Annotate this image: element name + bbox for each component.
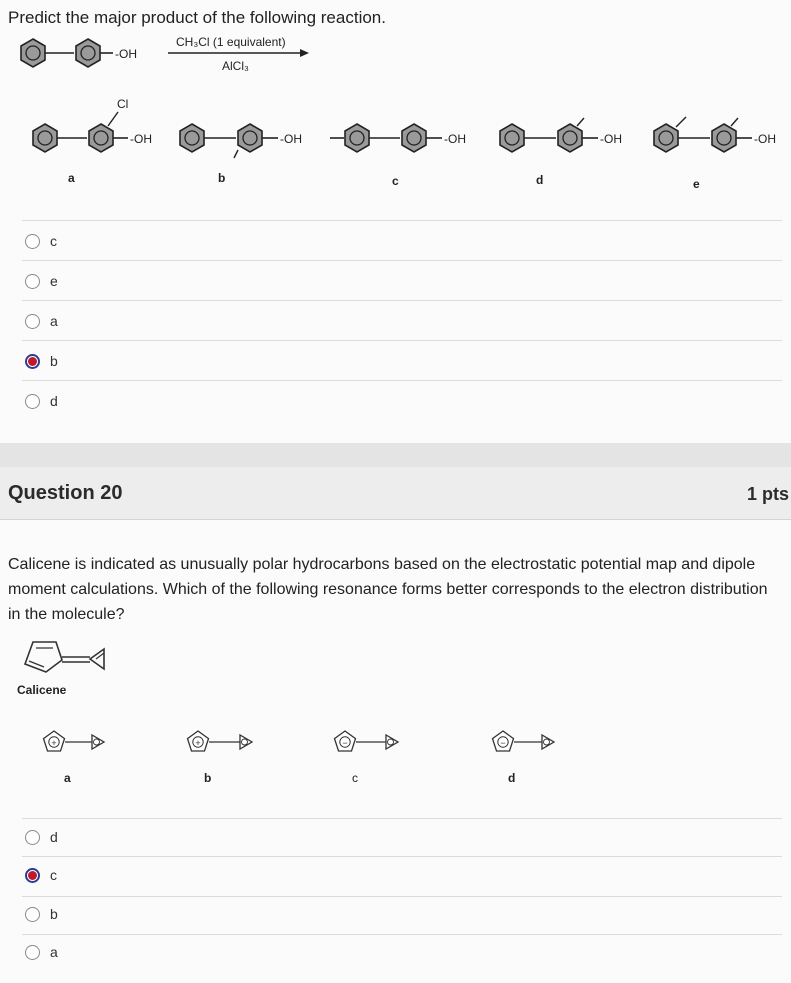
svg-text:+: +: [51, 738, 57, 748]
option-separator: [22, 300, 782, 301]
option-label: c: [50, 867, 57, 883]
radio-button[interactable]: [25, 907, 40, 922]
product-label-e: e: [693, 177, 700, 191]
option-separator: [22, 896, 782, 897]
radio-button[interactable]: [25, 314, 40, 329]
radio-button-selected[interactable]: [25, 354, 40, 369]
resonance-form-c: [335, 731, 399, 751]
structure-label-c: c: [352, 771, 358, 785]
product-e-oh: -OH: [754, 132, 776, 146]
product-a-cl: Cl: [117, 97, 129, 111]
product-d: [500, 118, 598, 152]
q20-option-b[interactable]: [25, 906, 58, 922]
option-separator: [22, 856, 782, 857]
q20-option-a[interactable]: [25, 944, 58, 960]
svg-text:−: −: [342, 738, 348, 748]
question-20-text: Calicene is indicated as unusually polar hydrocarbons based on the electrostatic potential map and dipole moment calculations. Which of the following resonance forms better corresponds to the electron distribution in the molecule?: [8, 556, 768, 623]
option-separator: [22, 220, 782, 221]
option-separator: [22, 260, 782, 261]
q19-option-e[interactable]: [25, 273, 58, 289]
calicene-structure: [25, 642, 104, 672]
svg-text:−: −: [500, 738, 506, 748]
radio-button[interactable]: [25, 234, 40, 249]
product-a: [33, 112, 128, 152]
resonance-form-b: [188, 731, 253, 751]
product-b-oh: -OH: [280, 132, 302, 146]
product-b: [180, 124, 278, 158]
reactant-oh-label: -OH: [115, 47, 137, 61]
option-separator: [22, 818, 782, 819]
radio-button[interactable]: [25, 394, 40, 409]
product-e: [654, 117, 752, 152]
option-label: d: [50, 829, 58, 845]
option-separator: [22, 934, 782, 935]
structure-label-d: d: [508, 771, 516, 785]
q19-option-c[interactable]: [25, 233, 57, 249]
arrow-head: [300, 49, 309, 57]
resonance-form-a: [44, 731, 105, 751]
q20-option-c[interactable]: [25, 867, 57, 883]
svg-text:+: +: [195, 738, 201, 748]
product-d-oh: -OH: [600, 132, 622, 146]
q19-option-d[interactable]: [25, 393, 58, 409]
q19-option-b[interactable]: [25, 353, 58, 369]
product-label-a: a: [68, 171, 75, 185]
product-label-d: d: [536, 173, 544, 187]
product-c-oh: -OH: [444, 132, 466, 146]
radio-button[interactable]: [25, 830, 40, 845]
radio-button[interactable]: [25, 945, 40, 960]
option-label: e: [50, 273, 58, 289]
q20-option-d[interactable]: [25, 829, 58, 845]
radio-button[interactable]: [25, 274, 40, 289]
option-label: d: [50, 393, 58, 409]
reactant-biphenyl: [21, 39, 113, 67]
option-separator: [22, 340, 782, 341]
reagent-top: CH₃Cl (1 equivalent): [176, 35, 286, 49]
product-label-c: c: [392, 174, 399, 188]
question-19-prompt: Predict the major product of the following reaction.: [8, 8, 386, 27]
reagent-bottom: AlCl₃: [222, 59, 249, 73]
option-label: a: [50, 944, 58, 960]
structure-label-a: a: [64, 771, 71, 785]
structure-label-b: b: [204, 771, 212, 785]
option-separator: [22, 380, 782, 381]
calicene-label: Calicene: [17, 683, 67, 697]
option-label: b: [50, 906, 58, 922]
question-20-title: Question 20: [8, 482, 123, 504]
resonance-form-d: [493, 731, 555, 751]
product-label-b: b: [218, 171, 226, 185]
option-label: c: [50, 233, 57, 249]
option-label: a: [50, 313, 58, 329]
q19-option-a[interactable]: [25, 313, 58, 329]
product-a-oh: -OH: [130, 132, 152, 146]
option-label: b: [50, 353, 58, 369]
product-c: [330, 124, 442, 152]
question-20-points: 1 pts: [746, 484, 789, 504]
radio-button-selected[interactable]: [25, 868, 40, 883]
